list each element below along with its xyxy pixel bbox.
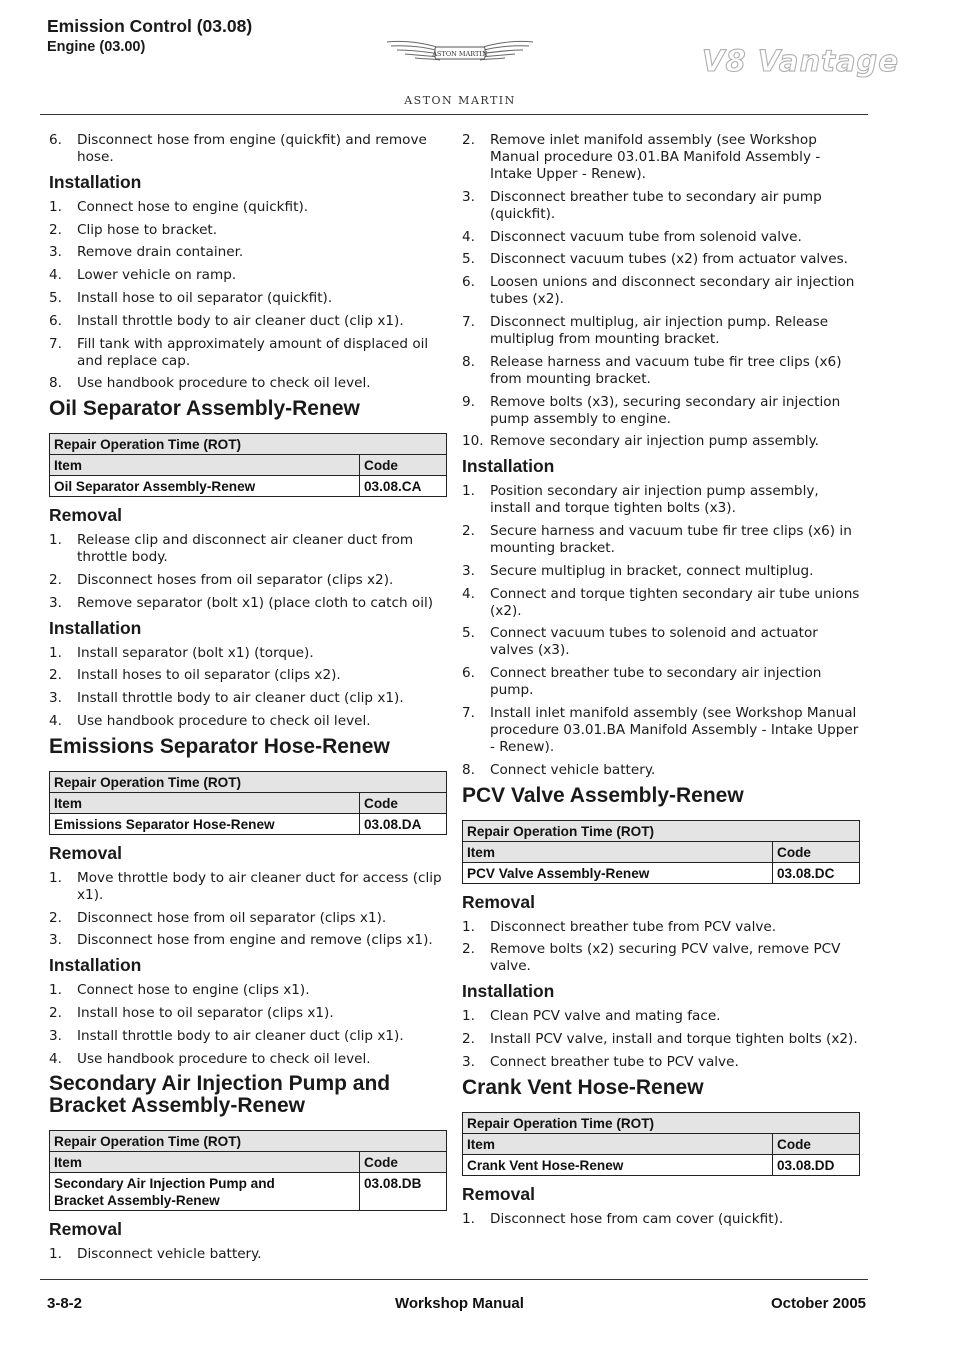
aston-martin-wings-logo	[385, 36, 535, 70]
right-column	[462, 132, 860, 1233]
step-text: Connect breather tube to secondary air injection pump.	[490, 665, 822, 699]
step-text: Disconnect multiplug, air injection pump. Release multiplug from mounting bracket.	[490, 313, 829, 347]
step-text: Remove bolts (x2) securing PCV valve, remove PCV valve.	[490, 941, 841, 975]
installation-heading: Installation	[462, 456, 555, 477]
step-text: Install hose to oil separator (clips x1).	[77, 1004, 334, 1021]
step-text: Disconnect vacuum tubes (x2) from actuator valves.	[490, 251, 848, 268]
step-number: 5.	[462, 625, 475, 642]
rot-label: Repair Operation Time (ROT)	[463, 820, 860, 841]
steps-list	[49, 1246, 447, 1263]
step-text: Disconnect hoses from oil separator (clips x2).	[77, 571, 394, 588]
step-item	[462, 394, 860, 428]
step-text: Install hoses to oil separator (clips x2).	[77, 667, 341, 684]
section-title: Oil Separator Assembly-Renew	[49, 397, 360, 421]
rot-table	[49, 433, 447, 497]
step-text: Fill tank with approximately amount of displaced oil and replace cap.	[77, 335, 429, 369]
step-item	[49, 532, 447, 566]
code-value: 03.08.DB	[360, 1173, 447, 1211]
step-item	[462, 433, 860, 450]
step-item	[49, 267, 447, 284]
step-text: Clip hose to bracket.	[77, 221, 218, 238]
step-item	[49, 667, 447, 684]
section-title: Crank Vent Hose-Renew	[462, 1075, 704, 1099]
step-item	[49, 595, 447, 612]
step-number: 7.	[462, 704, 475, 721]
item-value: Emissions Separator Hose-Renew	[50, 813, 360, 834]
step-text: Clean PCV valve and mating face.	[490, 1008, 721, 1025]
step-text: Install inlet manifold assembly (see Workshop Manual procedure 03.01.BA Manifold Assembly - Intake Upper - Renew).	[490, 704, 859, 755]
step-item	[462, 941, 860, 975]
step-number: 10.	[462, 433, 484, 450]
step-number: 1.	[462, 1008, 475, 1025]
step-number: 3.	[49, 244, 62, 261]
item-value: PCV Valve Assembly-Renew	[463, 862, 773, 883]
step-item	[49, 1005, 447, 1022]
step-item	[462, 229, 860, 246]
step-item	[49, 1028, 447, 1045]
section-title: PCV Valve Assembly-Renew	[462, 783, 744, 807]
step-number: 1.	[462, 918, 475, 935]
step-number: 1.	[462, 483, 475, 500]
step-item	[462, 251, 860, 268]
steps-list	[462, 483, 860, 779]
step-number: 2.	[49, 1004, 62, 1021]
step-number: 1.	[49, 644, 62, 661]
step-item	[462, 314, 860, 348]
item-header: Item	[463, 841, 773, 862]
item-value: Secondary Air Injection Pump and Bracket Assembly-Renew	[50, 1173, 360, 1211]
step-text: Secure harness and vacuum tube fir tree clips (x6) in mounting bracket.	[490, 522, 852, 556]
step-item	[462, 1054, 860, 1071]
step-text: Install PCV valve, install and torque tighten bolts (x2).	[490, 1030, 858, 1047]
left-column	[49, 132, 447, 1269]
step-number: 1.	[49, 869, 62, 886]
step-number: 5.	[49, 289, 62, 306]
step-item	[49, 313, 447, 330]
step-item	[49, 910, 447, 927]
step-text: Use handbook procedure to check oil level.	[77, 375, 371, 392]
removal-heading: Removal	[462, 1183, 535, 1204]
step-text: Use handbook procedure to check oil level.	[77, 712, 371, 729]
step-text: Connect hose to engine (quickfit).	[77, 198, 309, 215]
rot-table	[49, 771, 447, 835]
step-item	[49, 375, 447, 392]
steps-list	[462, 919, 860, 976]
step-text: Disconnect breather tube to secondary air pump (quickfit).	[490, 188, 822, 222]
step-item	[462, 274, 860, 308]
step-number: 4.	[49, 712, 62, 729]
step-text: Connect vacuum tubes to solenoid and actuator valves (x3).	[490, 625, 818, 659]
step-item	[49, 199, 447, 216]
rot-label: Repair Operation Time (ROT)	[50, 1131, 447, 1152]
step-text: Disconnect hose from oil separator (clips x1).	[77, 909, 387, 926]
step-number: 1.	[49, 532, 62, 549]
step-item	[49, 1246, 447, 1263]
step-number: 4.	[49, 267, 62, 284]
step-item	[49, 244, 447, 261]
step-number: 2.	[462, 522, 475, 539]
steps-list	[49, 132, 447, 166]
step-text: Install hose to oil separator (quickfit).	[77, 289, 333, 306]
step-number: 7.	[462, 313, 475, 330]
step-number: 3.	[49, 932, 62, 949]
item-header: Item	[50, 1152, 360, 1173]
removal-heading: Removal	[462, 891, 535, 912]
step-number: 1.	[49, 982, 62, 999]
steps-list	[462, 1008, 860, 1071]
step-text: Disconnect hose from cam cover (quickfit).	[490, 1210, 784, 1227]
code-header: Code	[360, 792, 447, 813]
code-value: 03.08.DC	[773, 862, 860, 883]
section-title: Emissions Separator Hose-Renew	[49, 734, 390, 758]
item-value: Crank Vent Hose-Renew	[463, 1154, 773, 1175]
step-item	[49, 132, 447, 166]
removal-heading: Removal	[49, 1219, 122, 1240]
step-text: Remove inlet manifold assembly (see Workshop Manual procedure 03.01.BA Manifold Assembly - Intake Upper - Renew).	[490, 132, 821, 182]
manual-name: Workshop Manual	[395, 1295, 524, 1312]
step-item	[49, 572, 447, 589]
step-item	[462, 523, 860, 557]
step-item	[49, 1051, 447, 1068]
step-text: Remove bolts (x3), securing secondary air injection pump assembly to engine.	[490, 393, 841, 427]
removal-heading: Removal	[49, 842, 122, 863]
code-header: Code	[773, 1133, 860, 1154]
step-text: Remove separator (bolt x1) (place cloth to catch oil)	[77, 594, 434, 611]
step-number: 2.	[49, 571, 62, 588]
steps-list	[49, 199, 447, 393]
installation-heading: Installation	[49, 171, 142, 192]
item-header: Item	[50, 455, 360, 476]
step-item	[462, 705, 860, 756]
code-header: Code	[360, 1152, 447, 1173]
step-item	[462, 1008, 860, 1025]
step-item	[462, 483, 860, 517]
step-item	[462, 762, 860, 779]
footer-rule	[40, 1279, 868, 1280]
step-item	[462, 665, 860, 699]
step-text: Move throttle body to air cleaner duct for access (clip x1).	[77, 869, 442, 903]
steps-list	[49, 870, 447, 950]
step-item	[49, 336, 447, 370]
step-text: Install throttle body to air cleaner duct (clip x1).	[77, 1027, 404, 1044]
step-text: Position secondary air injection pump assembly, install and torque tighten bolts (x3).	[490, 483, 819, 517]
step-item	[462, 563, 860, 580]
step-number: 2.	[49, 221, 62, 238]
step-text: Release harness and vacuum tube fir tree clips (x6) from mounting bracket.	[490, 353, 842, 387]
brand-name: ASTON MARTIN	[404, 94, 516, 107]
step-number: 7.	[49, 335, 62, 352]
step-number: 3.	[462, 188, 475, 205]
page-number: 3-8-2	[47, 1295, 83, 1312]
step-number: 6.	[462, 274, 475, 291]
step-text: Disconnect hose from engine (quickfit) and remove hose.	[77, 132, 427, 165]
step-item	[462, 189, 860, 223]
item-value: Oil Separator Assembly-Renew	[50, 476, 360, 497]
step-item	[462, 132, 860, 183]
step-number: 6.	[49, 312, 62, 329]
step-text: Secure multiplug in bracket, connect multiplug.	[490, 562, 814, 579]
step-number: 3.	[462, 562, 475, 579]
step-text: Use handbook procedure to check oil level.	[77, 1050, 371, 1067]
step-number: 2.	[462, 132, 475, 148]
rot-label: Repair Operation Time (ROT)	[50, 771, 447, 792]
step-number: 1.	[49, 1246, 62, 1263]
step-number: 9.	[462, 393, 475, 410]
step-text: Install throttle body to air cleaner duct (clip x1).	[77, 312, 404, 329]
step-item	[462, 1031, 860, 1048]
code-value: 03.08.CA	[360, 476, 447, 497]
rot-label: Repair Operation Time (ROT)	[50, 434, 447, 455]
step-text: Connect and torque tighten secondary air tube unions (x2).	[490, 585, 860, 619]
steps-list	[49, 532, 447, 612]
installation-heading: Installation	[49, 955, 142, 976]
step-number: 4.	[462, 585, 475, 602]
step-text: Disconnect hose from engine and remove (clips x1).	[77, 932, 433, 949]
item-header: Item	[463, 1133, 773, 1154]
code-value: 03.08.DA	[360, 813, 447, 834]
step-number: 3.	[49, 1027, 62, 1044]
step-item	[462, 919, 860, 936]
step-number: 3.	[49, 594, 62, 611]
header-rule	[40, 114, 868, 115]
step-item	[49, 690, 447, 707]
logo-text: ASTON MARTIN	[432, 50, 488, 58]
section-title: Secondary Air Injection Pump and Bracket Assembly-Renew	[49, 1072, 391, 1118]
step-number: 2.	[49, 667, 62, 684]
step-number: 2.	[462, 941, 475, 958]
rot-table	[49, 1130, 447, 1211]
step-text: Connect hose to engine (clips x1).	[77, 982, 310, 999]
installation-heading: Installation	[49, 617, 142, 638]
step-item	[462, 1211, 860, 1228]
step-item	[49, 290, 447, 307]
step-item	[49, 870, 447, 904]
step-number: 2.	[49, 909, 62, 926]
step-text: Connect breather tube to PCV valve.	[490, 1053, 739, 1070]
steps-list	[49, 645, 447, 730]
step-text: Loosen unions and disconnect secondary air injection tubes (x2).	[490, 274, 855, 308]
step-item	[462, 625, 860, 659]
step-number: 8.	[462, 353, 475, 370]
code-header: Code	[360, 455, 447, 476]
step-number: 2.	[462, 1030, 475, 1047]
step-item	[49, 982, 447, 999]
step-number: 8.	[49, 375, 62, 392]
step-item	[49, 222, 447, 239]
step-item	[462, 354, 860, 388]
step-number: 1.	[49, 198, 62, 215]
step-number: 8.	[462, 761, 475, 778]
step-text: Disconnect vacuum tube from solenoid valve.	[490, 228, 802, 245]
step-number: 3.	[462, 1053, 475, 1070]
chapter-title: Emission Control (03.08)	[47, 16, 253, 36]
step-number: 6.	[462, 665, 475, 682]
rot-table	[462, 820, 860, 884]
installation-heading: Installation	[462, 981, 555, 1002]
step-text: Disconnect vehicle battery.	[77, 1246, 262, 1263]
step-text: Disconnect breather tube from PCV valve.	[490, 918, 777, 935]
step-text: Remove secondary air injection pump assembly.	[490, 433, 820, 450]
step-text: Install throttle body to air cleaner duct (clip x1).	[77, 690, 404, 707]
item-header: Item	[50, 792, 360, 813]
rot-label: Repair Operation Time (ROT)	[463, 1112, 860, 1133]
removal-heading: Removal	[49, 505, 122, 526]
steps-list	[462, 1211, 860, 1228]
chapter-subtitle: Engine (03.00)	[47, 39, 146, 55]
steps-list	[462, 132, 860, 450]
step-text: Remove drain container.	[77, 244, 244, 261]
step-item	[462, 586, 860, 620]
code-header: Code	[773, 841, 860, 862]
step-item	[49, 713, 447, 730]
step-number: 6.	[49, 132, 62, 148]
step-number: 4.	[462, 228, 475, 245]
step-number: 1.	[462, 1210, 475, 1227]
step-number: 4.	[49, 1050, 62, 1067]
code-value: 03.08.DD	[773, 1154, 860, 1175]
rot-table	[462, 1112, 860, 1176]
step-item	[49, 932, 447, 949]
step-text: Connect vehicle battery.	[490, 761, 656, 778]
steps-list	[49, 982, 447, 1067]
step-text: Lower vehicle on ramp.	[77, 267, 237, 284]
step-text: Install separator (bolt x1) (torque).	[77, 644, 314, 661]
publication-date: October 2005	[770, 1295, 866, 1312]
step-text: Release clip and disconnect air cleaner duct from throttle body.	[77, 532, 414, 566]
model-name: V8 Vantage	[702, 44, 899, 78]
step-number: 5.	[462, 251, 475, 268]
step-number: 3.	[49, 690, 62, 707]
step-item	[49, 645, 447, 662]
